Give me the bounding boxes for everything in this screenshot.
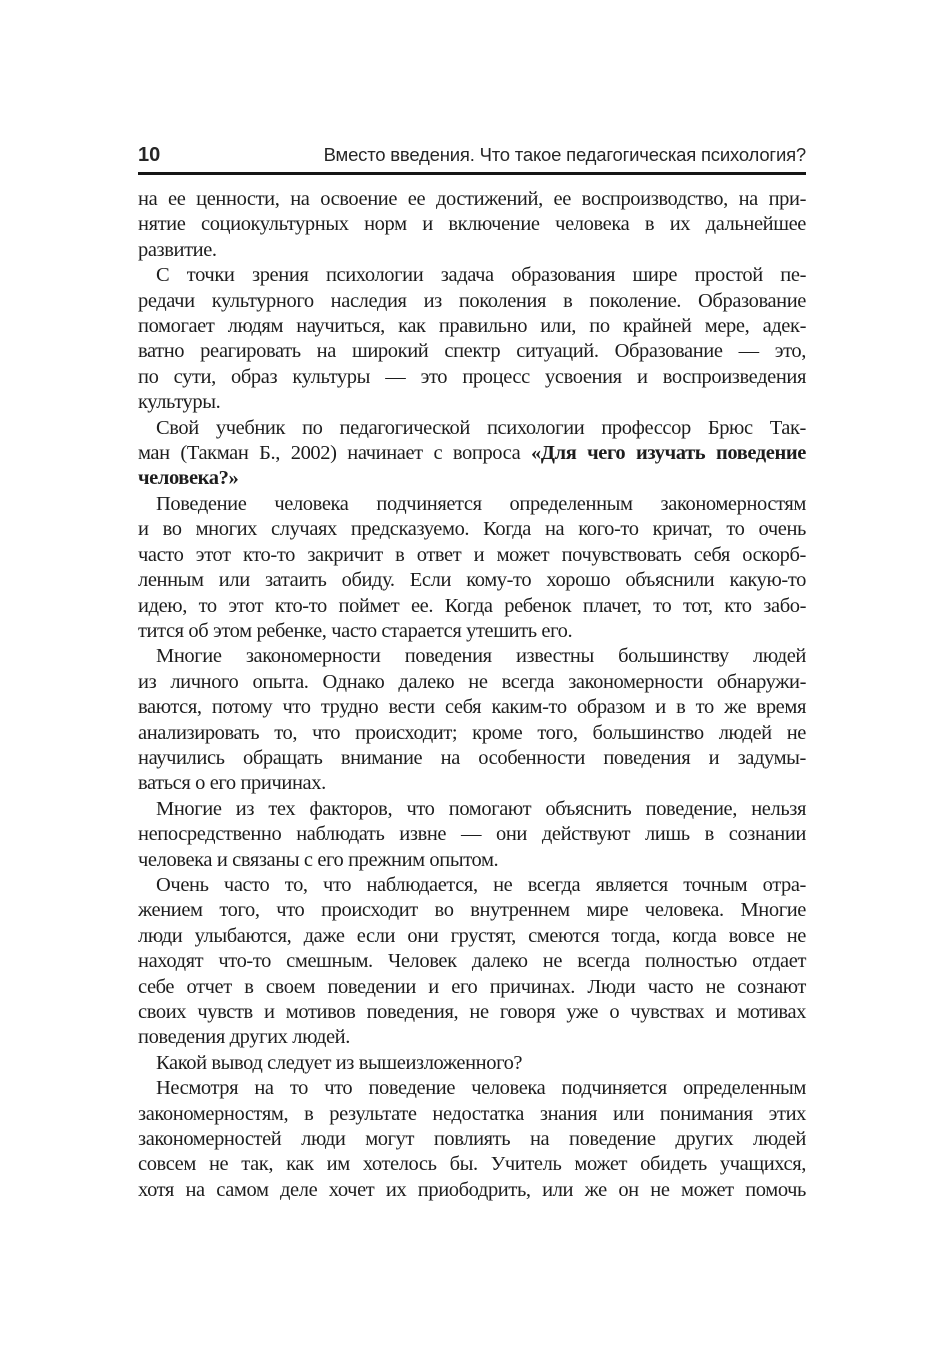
text-line: идею, то этот кто-то поймет ее. Когда ребенок плачет, то тот, кто забо- [138, 594, 806, 617]
text-line: себе отчет в своем поведении и его причинах. Люди часто не сознают [138, 975, 806, 998]
paragraph [138, 492, 806, 644]
text-line: на ее ценности, на освоение ее достижений, ее воспроизводство, на при- [138, 188, 806, 210]
text-line: анализировать то, что происходит; кроме того, большинство людей не [138, 721, 806, 744]
text-line: культуры. [138, 391, 221, 414]
paragraph [138, 797, 806, 873]
text-line: Очень часто то, что наблюдается, не всегда является точным отра- [156, 873, 806, 896]
text-line: тится об этом ребенке, часто старается утешить его. [138, 619, 573, 642]
text-line: находят что-то смешным. Человек далеко не всегда полностью отдает [138, 950, 806, 973]
text-line: закономерностям, в результате недостатка знания или понимания этих [138, 1102, 806, 1125]
paragraph [138, 873, 806, 1051]
text-line: закономерностей люди могут повлиять на поведение других людей [138, 1128, 806, 1151]
text-line: хотя на самом деле хочет их приободрить, или же он не может помочь [138, 1178, 806, 1201]
text-line: ман (Такман Б., 2002) начинает с вопроса «Для чего изучать поведение [138, 442, 806, 465]
text-line: Какой вывод следует из вышеизложенного? [156, 1051, 523, 1074]
text-line: ваются, потому что трудно вести себя каким-то образом и в то же время [138, 696, 806, 719]
paragraph [138, 644, 806, 796]
text-line: развитие. [138, 238, 217, 261]
text-line: нятие социокультурных норм и включение человека в их дальнейшее [138, 213, 806, 236]
text-line: Поведение человека подчиняется определенным закономерностям [156, 492, 806, 515]
text-line: часто этот кто-то закричит в ответ и может почувствовать себя оскорб- [138, 543, 806, 566]
text-line: Несмотря на то что поведение человека подчиняется определенным [156, 1077, 806, 1100]
text-line: ватно реагировать на широкий спектр ситуаций. Образование — это, [138, 340, 806, 363]
text-block [138, 187, 806, 1203]
text-line: и во многих случаях предсказуемо. Когда на кого-то кричат, то очень [138, 518, 806, 541]
text-line: человека?» [138, 467, 239, 490]
paragraph [138, 1051, 806, 1076]
running-title: Вместо введения. Что такое педагогическая психология? [323, 144, 806, 165]
text-line: из личного опыта. Однако далеко не всегда закономерности обнаружи- [138, 670, 806, 693]
text-line: ваться о его причинах. [138, 772, 326, 795]
paragraph [138, 187, 806, 263]
paragraph [138, 416, 806, 492]
paragraph [138, 1076, 806, 1203]
text-line: Многие из тех факторов, что помогают объяснить поведение, нельзя [156, 797, 806, 820]
text-line: редачи культурного наследия из поколения в поколение. Образование [138, 289, 806, 312]
text-line: поведения других людей. [138, 1026, 350, 1049]
text-line: С точки зрения психологии задача образования шире простой пе- [156, 264, 806, 287]
text-line: Многие закономерности поведения известны большинству людей [156, 645, 806, 668]
text-line: научились обращать внимание на особенности поведения и задумы- [138, 746, 806, 769]
page-header [138, 144, 806, 175]
text-line: совсем не так, как им хотелось бы. Учитель может обидеть учащихся, [138, 1153, 806, 1176]
text-line: люди улыбаются, даже если они грустят, смеются тогда, когда вовсе не [138, 924, 806, 947]
page-number: 10 [138, 144, 161, 166]
text-line: по сути, образ культуры — это процесс усвоения и воспроизведения [138, 365, 806, 388]
text-line: помогает людям научиться, как правильно или, по крайней мере, адек- [138, 315, 806, 338]
text-line: Свой учебник по педагогической психологии профессор Брюс Так- [156, 416, 806, 439]
text-line: своих чувств и мотивов поведения, не говоря уже о чувствах и мотивах [138, 1001, 806, 1023]
text-line: жением того, что происходит во внутреннем мире человека. Многие [138, 899, 806, 922]
text-line: человека и связаны с его прежним опытом. [138, 848, 499, 871]
paragraph [138, 263, 806, 415]
text-line: ленным или затаить обиду. Если кому-то хорошо объяснили какую-то [138, 569, 806, 592]
text-line: непосредственно наблюдать извне — они действуют лишь в сознании [138, 823, 806, 846]
